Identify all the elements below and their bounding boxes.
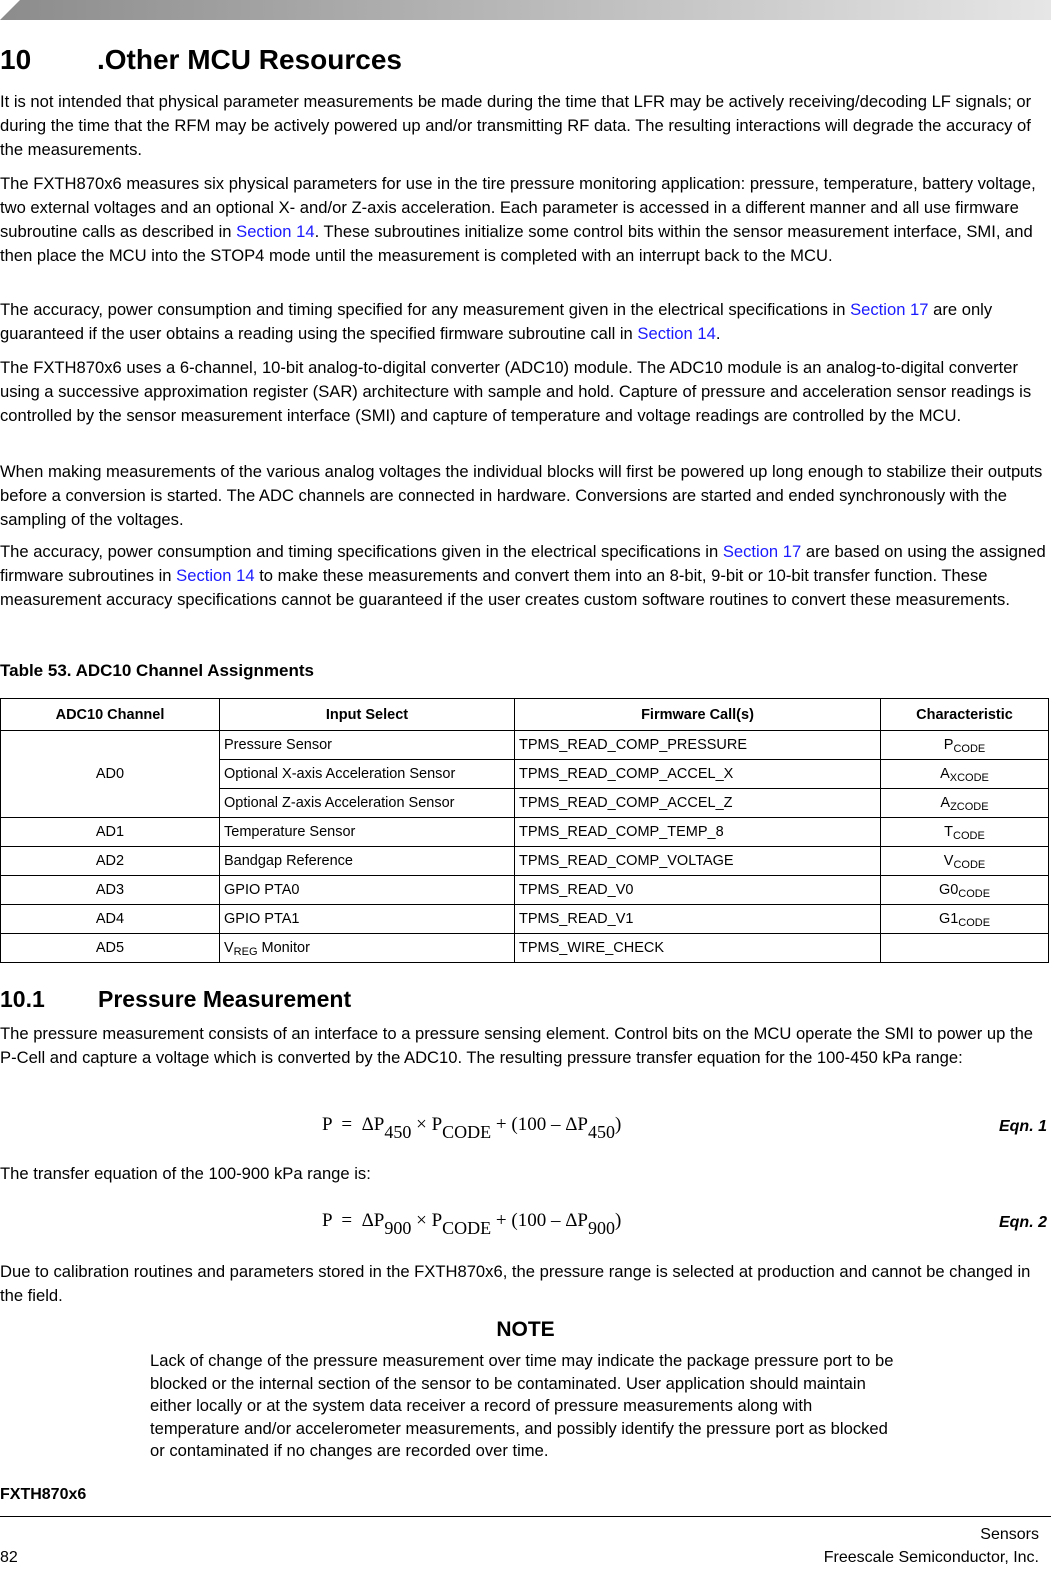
column-header: Characteristic (881, 699, 1049, 731)
input-symbol: V (224, 940, 234, 956)
paragraph-accuracy-guarantee (0, 298, 1047, 346)
eqn-subscript: CODE (442, 1122, 492, 1142)
characteristic-subscript: CODE (953, 859, 986, 871)
paragraph-transfer-900: The transfer equation of the 100-900 kPa range is: (0, 1164, 371, 1183)
adc10-channel-table (0, 698, 1049, 963)
column-header: Firmware Call(s) (515, 699, 881, 731)
channel-cell: AD2 (1, 847, 220, 876)
paragraph-calibration: Due to calibration routines and parameters stored in the FXTH870x6, the pressure range is selected at production and cannot be changed in the field. (0, 1262, 1031, 1305)
characteristic-symbol: G0 (938, 882, 959, 898)
characteristic-cell (881, 789, 1049, 818)
firmware-call-cell: TPMS_READ_COMP_TEMP_8 (515, 818, 881, 847)
equation-1-label: Eqn. 1 (998, 1118, 1047, 1135)
characteristic-cell (881, 818, 1049, 847)
section-heading (0, 44, 402, 76)
paragraph-interference: It is not intended that physical parameter measurements be made during the time that LFR may be actively receiving/decoding LF signals; or during the time that the RFM may be actively powered up and/or transmitting RF data. The resulting interactions will degrade the accuracy of the measurements. (0, 92, 1032, 159)
section-number: 10 (0, 44, 32, 75)
header-band (0, 0, 1051, 20)
input-subscript: REG (233, 946, 258, 958)
paragraph-six-parameters (0, 172, 1047, 268)
eqn-term: ) (615, 1114, 622, 1135)
paragraph-pressure-interface: The pressure measurement consists of an interface to a pressure sensing element. Control bits on the MCU operate the SMI to power up the P-Cell and capture a voltage which is converted by the ADC10. The resulting pressure transfer equation for the 100-450 kPa range: (0, 1024, 1034, 1067)
footer-product: FXTH870x6 (0, 1486, 87, 1503)
characteristic-symbol: G1 (938, 911, 959, 927)
channel-cell: AD4 (1, 905, 220, 934)
characteristic-symbol: T (944, 824, 954, 840)
section-14-link[interactable]: Section 14 (637, 324, 716, 343)
eqn-term: + (100 – ΔP (491, 1210, 588, 1231)
characteristic-subscript: CODE (953, 830, 985, 842)
characteristic-subscript: ZCODE (950, 801, 989, 813)
eqn-term: × P (411, 1114, 443, 1135)
channel-cell: AD5 (1, 934, 220, 963)
paragraph-accuracy-specs (0, 540, 1047, 612)
text-run: to make these measurements and convert them into an 8-bit, 9-bit or 10-bit transfer function. These measurement accuracy specifications cannot be guaranteed if the user creates custom software routines to convert these measurements. (0, 566, 1010, 609)
section-14-link[interactable]: Section 14 (176, 566, 255, 585)
table-row (1, 847, 1049, 876)
eqn-subscript: 450 (588, 1122, 615, 1142)
firmware-call-cell: TPMS_READ_V0 (515, 876, 881, 905)
footer-divider (0, 1516, 1051, 1517)
subsection-number: 10.1 (0, 986, 45, 1012)
input-cell: Pressure Sensor (220, 731, 515, 760)
firmware-call-cell: TPMS_READ_COMP_PRESSURE (515, 731, 881, 760)
input-cell: GPIO PTA1 (220, 905, 515, 934)
characteristic-cell (881, 876, 1049, 905)
channel-cell: AD1 (1, 818, 220, 847)
input-cell (220, 934, 515, 963)
input-cell: Temperature Sensor (220, 818, 515, 847)
characteristic-symbol: A (940, 766, 950, 782)
input-cell: GPIO PTA0 (220, 876, 515, 905)
table-row (1, 731, 1049, 760)
eqn-subscript: CODE (442, 1218, 492, 1238)
characteristic-cell (881, 760, 1049, 789)
text-run: are based on using the assigned firmware subroutines in (0, 542, 1046, 585)
table-title: Table 53. ADC10 Channel Assignments (0, 661, 314, 680)
table-row (1, 876, 1049, 905)
subsection-heading (0, 986, 351, 1013)
equation-2-label: Eqn. 2 (998, 1214, 1047, 1231)
equation-2 (322, 1210, 622, 1238)
section-17-link[interactable]: Section 17 (722, 542, 802, 561)
section-17-link[interactable]: Section 17 (850, 300, 929, 319)
table-row (1, 934, 1049, 963)
eqn-subscript: 450 (384, 1122, 412, 1142)
column-header: ADC10 Channel (1, 699, 220, 731)
characteristic-subscript: XCODE (949, 772, 989, 784)
note-title: NOTE (496, 1318, 555, 1341)
paragraph-stabilize: When making measurements of the various analog voltages the individual blocks will first be powered up long enough to stabilize their outputs before a conversion is started. The ADC channels are connected in hardware. Conversions are started and ended synchronously with the sampling of the voltages. (0, 462, 1043, 529)
section-title: .Other MCU Resources (97, 44, 402, 75)
channel-cell: AD0 (1, 731, 220, 818)
eqn-term: + (100 – ΔP (491, 1114, 588, 1135)
text-run: The FXTH870x6 measures six physical parameters for use in the tire pressure monitoring application: pressure, temperature, battery voltage, two external voltages and an optional X- and/or Z-axis acceleration. Each parameter is accessed in a different manner and all use firmware subroutine calls as described in (0, 174, 1036, 241)
characteristic-subscript: CODE (958, 888, 991, 900)
footer-page-number: 82 (0, 1549, 18, 1566)
eqn-subscript: 900 (588, 1218, 615, 1238)
footer-category: Sensors (980, 1526, 1039, 1543)
characteristic-subscript: CODE (953, 743, 986, 755)
equation-1 (322, 1114, 622, 1142)
column-header: Input Select (220, 699, 515, 731)
text-run: . (715, 324, 721, 343)
firmware-call-cell: TPMS_READ_COMP_VOLTAGE (515, 847, 881, 876)
text-run: The accuracy, power consumption and timing specified for any measurement given in the electrical specifications in (0, 300, 851, 319)
input-cell: Optional X-axis Acceleration Sensor (220, 760, 515, 789)
characteristic-cell (881, 934, 1049, 963)
channel-cell: AD3 (1, 876, 220, 905)
eqn-term: × P (411, 1210, 443, 1231)
eqn-subscript: 900 (384, 1218, 412, 1238)
firmware-call-cell: TPMS_READ_COMP_ACCEL_X (515, 760, 881, 789)
table-row (1, 905, 1049, 934)
firmware-call-cell: TPMS_WIRE_CHECK (515, 934, 881, 963)
characteristic-symbol: V (943, 853, 954, 869)
characteristic-symbol: P (943, 737, 954, 753)
subsection-title: Pressure Measurement (98, 986, 352, 1012)
text-run: . These subroutines initialize some control bits within the sensor measurement interface, SMI, and then place the MCU into the STOP4 mode until the measurement is completed with an interrupt back to the MCU. (0, 222, 1033, 265)
table-header-row (1, 699, 1049, 731)
footer-company: Freescale Semiconductor, Inc. (823, 1549, 1039, 1566)
input-suffix: Monitor (257, 940, 310, 956)
text-run: are only guaranteed if the user obtains a reading using the specified firmware subroutine call in (0, 300, 993, 343)
table-row (1, 818, 1049, 847)
characteristic-cell (881, 731, 1049, 760)
eqn-term: P = ΔP (322, 1114, 385, 1135)
eqn-term: P = ΔP (322, 1210, 385, 1231)
input-cell: Optional Z-axis Acceleration Sensor (220, 789, 515, 818)
characteristic-symbol: A (940, 795, 951, 811)
section-14-link[interactable]: Section 14 (236, 222, 315, 241)
firmware-call-cell: TPMS_READ_V1 (515, 905, 881, 934)
eqn-term: ) (615, 1210, 622, 1231)
characteristic-cell (881, 905, 1049, 934)
characteristic-subscript: CODE (958, 917, 991, 929)
note-body: Lack of change of the pressure measurement over time may indicate the package pressure port to be blocked or the internal section of the sensor to be contaminated. User application should maintain either locally or at the system data receiver a record of pressure measurements along with temperature and/or accelerometer measurements, and possibly identify the pressure port as blocked or contaminated if no changes are recorded over time. (150, 1351, 894, 1460)
paragraph-adc10: The FXTH870x6 uses a 6-channel, 10-bit analog-to-digital converter (ADC10) module. The ADC10 module is an analog-to-digital converter using a successive approximation register (SAR) architecture with sample and hold. Capture of pressure and acceleration sensor readings is controlled by the sensor measurement interface (SMI) and capture of temperature and voltage readings are controlled by the MCU. (0, 358, 1032, 425)
characteristic-cell (881, 847, 1049, 876)
text-run: The accuracy, power consumption and timing specifications given in the electrical specifications in (0, 542, 723, 561)
firmware-call-cell: TPMS_READ_COMP_ACCEL_Z (515, 789, 881, 818)
input-cell: Bandgap Reference (220, 847, 515, 876)
